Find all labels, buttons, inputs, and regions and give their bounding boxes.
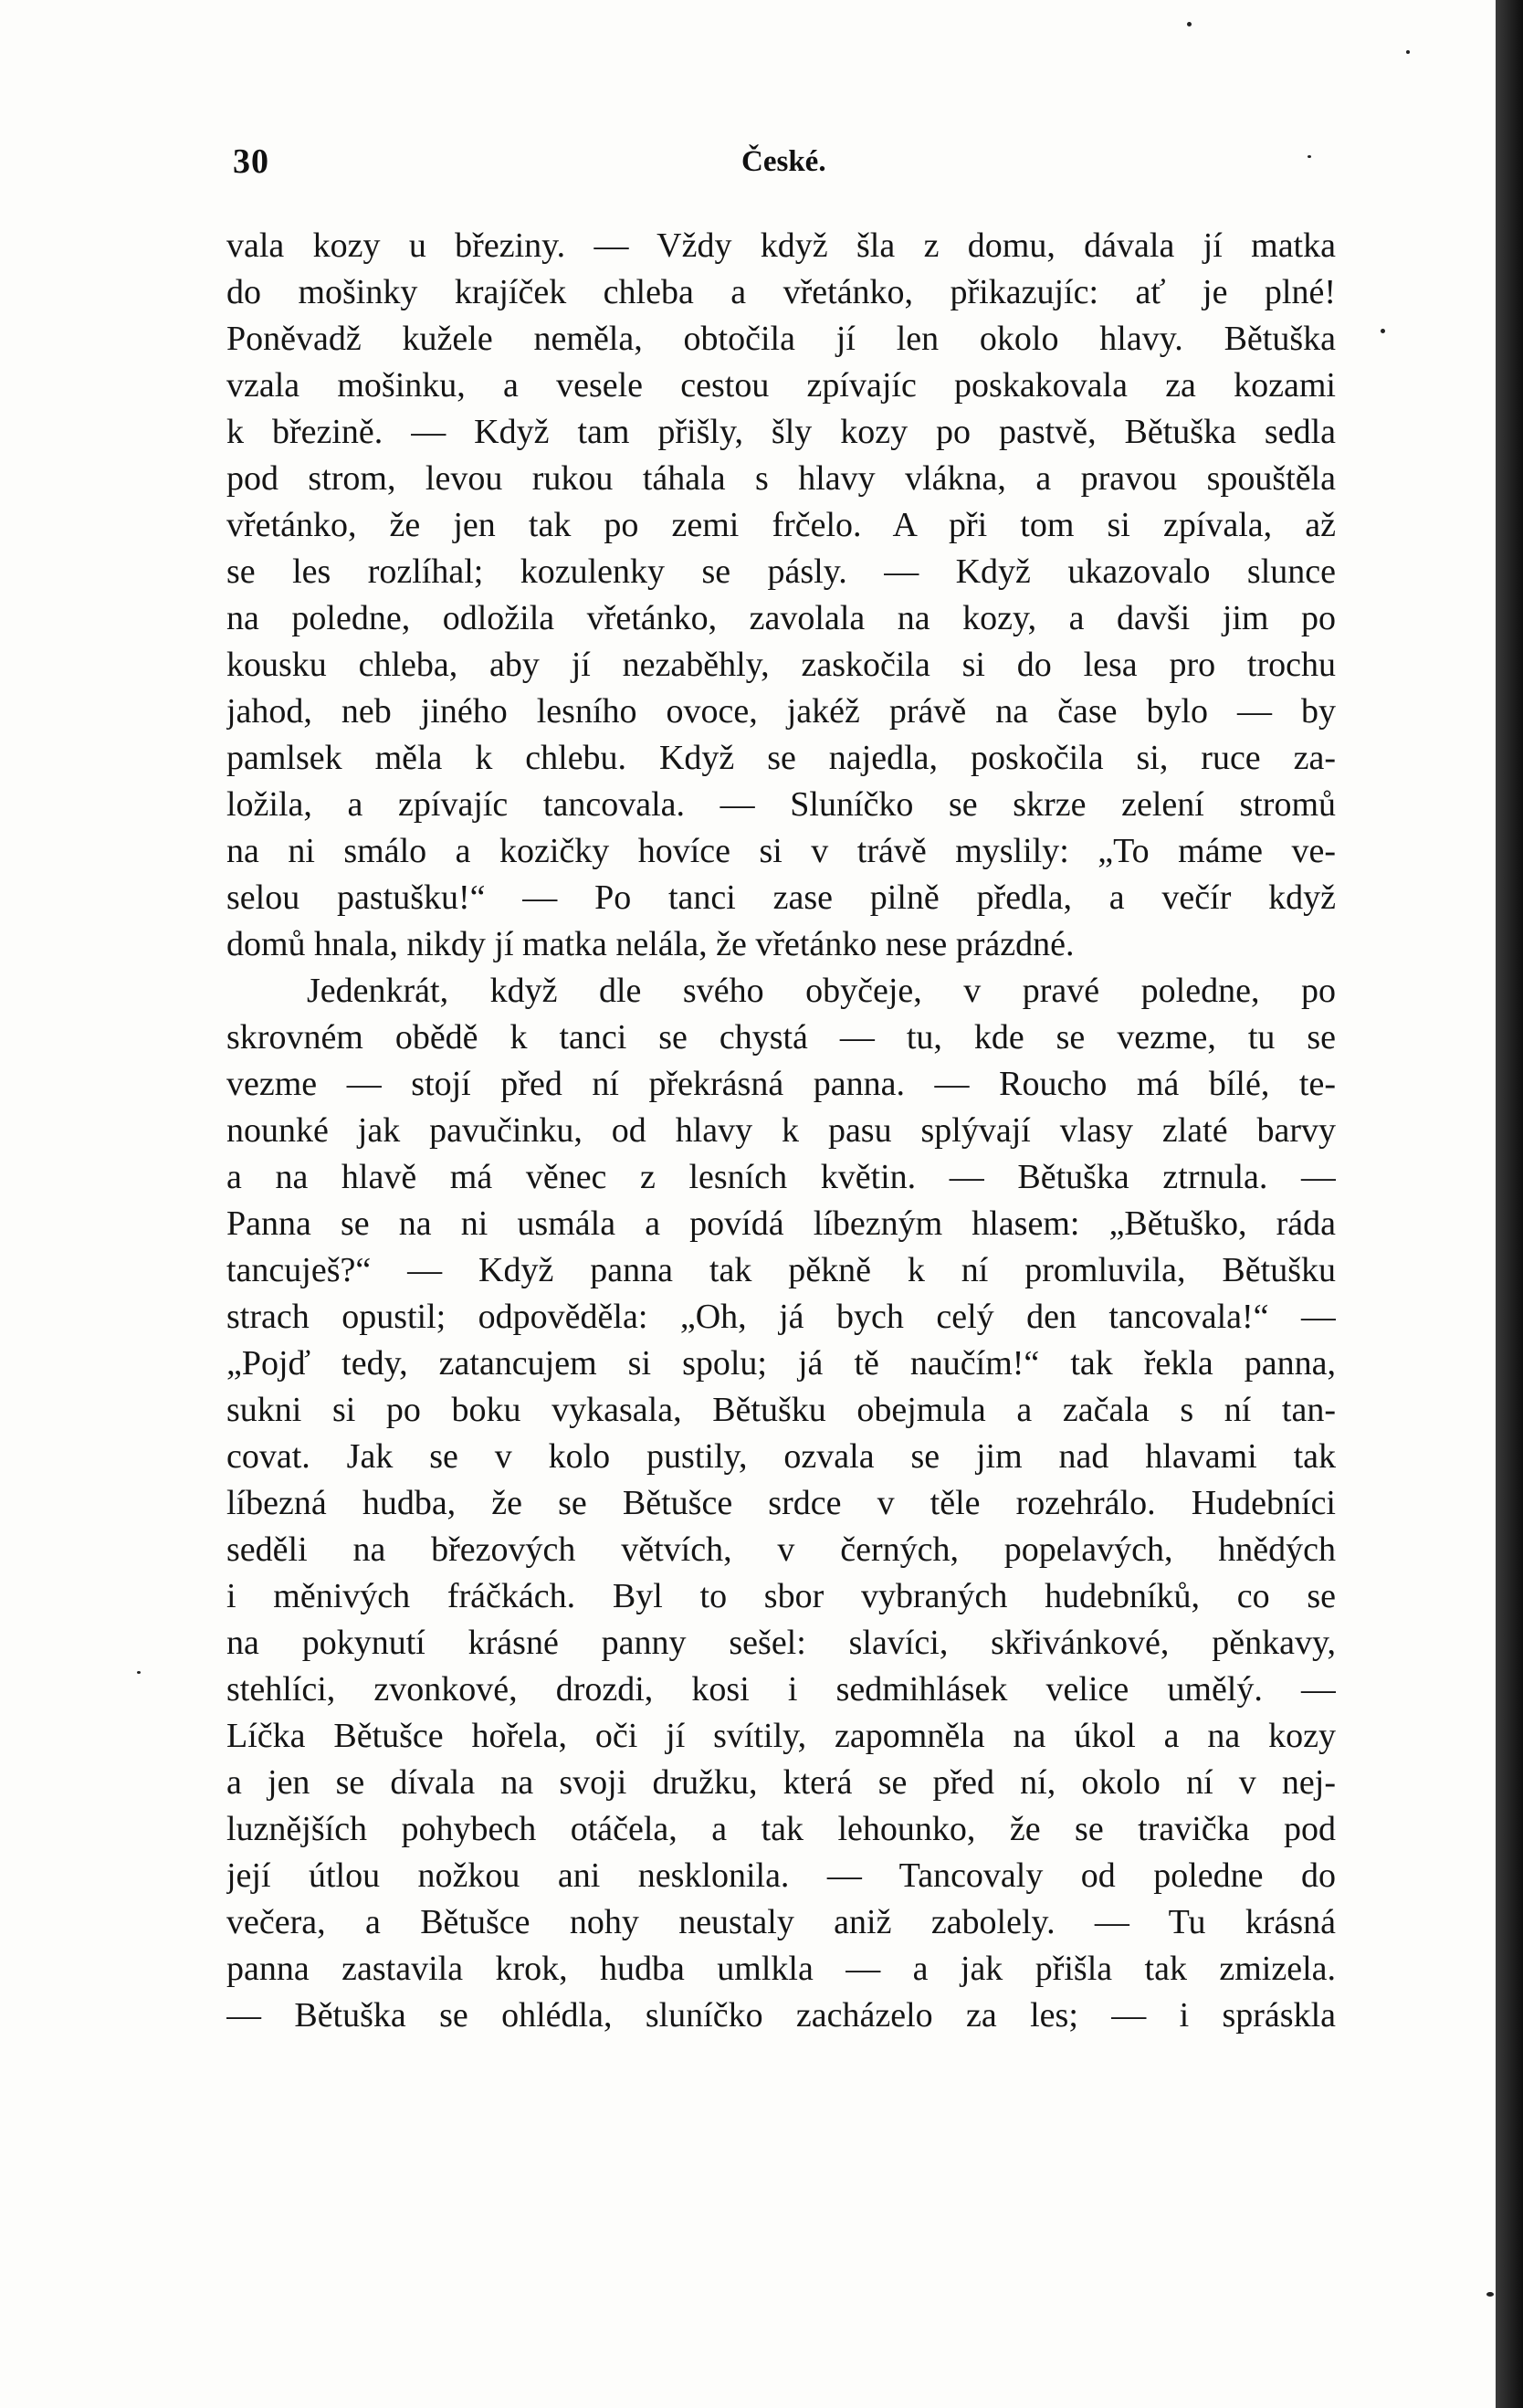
scan-speck [1406, 50, 1410, 54]
text-line: na poledne, odložila vřetánko, zavolala na kozy, a davši jim po [226, 599, 1336, 637]
text-line: strach opustil; odpověděla: „Oh, já bych celý den tancovala!“ — [226, 1298, 1336, 1336]
text-line: selou pastušku!“ — Po tanci zase pilně předla, a večír když [226, 878, 1336, 917]
scan-speck [1187, 22, 1192, 26]
text-line: a jen se dívala na svoji družku, která se před ní, okolo ní v nej- [226, 1763, 1336, 1802]
page-number: 30 [233, 142, 269, 181]
text-line: pod strom, levou rukou táhala s hlavy vlákna, a pravou spouštěla [226, 459, 1336, 498]
text-line: se les rozlíhal; kozulenky se pásly. — Když ukazovalo slunce [226, 552, 1336, 591]
text-line: panna zastavila krok, hudba umlkla — a jak přišla tak zmizela. [226, 1950, 1336, 1988]
text-line: luznějších pohybech otáčela, a tak lehounko, že se travička pod [226, 1810, 1336, 1848]
text-line: seděli na březových větvích, v černých, popelavých, hnědých [226, 1530, 1336, 1569]
body-text [226, 223, 1336, 2039]
text-line: líbezná hudba, že se Bětušce srdce v těle rozehrálo. Hudebníci [226, 1484, 1336, 1522]
text-line: sukni si po boku vykasala, Bětušku obejmula a začala s ní tan- [226, 1391, 1336, 1429]
text-line: Líčka Bětušce hořela, oči jí svítily, zapomněla na úkol a na kozy [226, 1717, 1336, 1755]
text-line: Jedenkrát, když dle svého obyčeje, v pravé poledne, po [307, 972, 1336, 1010]
text-line: skrovném obědě k tanci se chystá — tu, kde se vezme, tu se [226, 1018, 1336, 1057]
text-line: k březině. — Když tam přišly, šly kozy po pastvě, Bětuška sedla [226, 413, 1336, 451]
text-line: na pokynutí krásné panny sešel: slavíci, skřivánkové, pěnkavy, [226, 1624, 1336, 1662]
text-line: i měnivých fráčkách. Byl to sbor vybraných hudebníků, co se [226, 1577, 1336, 1615]
text-line: večera, a Bětušce nohy neustaly aniž zabolely. — Tu krásná [226, 1903, 1336, 1941]
scan-speck [1308, 155, 1311, 158]
text-line: na ni smálo a kozičky hovíce si v trávě myslily: „To máme ve- [226, 832, 1336, 870]
scan-page-edge [1496, 0, 1523, 2408]
scan-speck [1381, 329, 1385, 333]
text-line: jahod, neb jiného lesního ovoce, jakéž právě na čase bylo — by [226, 692, 1336, 731]
scan-speck [137, 1671, 141, 1674]
text-line: vezme — stojí před ní překrásná panna. — Roucho má bílé, te- [226, 1065, 1336, 1103]
text-line: pamlsek měla k chlebu. Když se najedla, poskočila si, ruce za- [226, 739, 1336, 777]
scan-speck [1486, 2292, 1494, 2297]
text-line: vzala mošinku, a vesele cestou zpívajíc poskakovala za kozami [226, 366, 1336, 405]
text-line: — Bětuška se ohlédla, sluníčko zacházelo za les; — i spráskla [226, 1996, 1336, 2035]
text-line: stehlíci, zvonkové, drozdi, kosi i sedmihlásek velice umělý. — [226, 1670, 1336, 1709]
text-line: vala kozy u březiny. — Vždy když šla z domu, dávala jí matka [226, 226, 1336, 265]
text-line: Poněvadž kužele neměla, obtočila jí len okolo hlavy. Bětuška [226, 320, 1336, 358]
text-line: tancuješ?“ — Když panna tak pěkně k ní promluvila, Bětušku [226, 1251, 1336, 1289]
text-line: a na hlavě má věnec z lesních květin. — Bětuška ztrnula. — [226, 1158, 1336, 1196]
text-line: ložila, a zpívajíc tancovala. — Sluníčko se skrze zelení stromů [226, 785, 1336, 824]
text-line: nounké jak pavučinku, od hlavy k pasu splývají vlasy zlaté barvy [226, 1111, 1336, 1150]
text-line: covat. Jak se v kolo pustily, ozvala se jim nad hlavami tak [226, 1437, 1336, 1476]
text-line: vřetánko, že jen tak po zemi frčelo. A při tom si zpívala, až [226, 506, 1336, 544]
text-line: domů hnala, nikdy jí matka nelála, že vřetánko nese prázdné. [226, 925, 1075, 963]
text-line: „Pojď tedy, zatancujem si spolu; já tě naučím!“ tak řekla panna, [226, 1344, 1336, 1383]
running-head: České. [741, 145, 826, 178]
text-line: kousku chleba, aby jí nezaběhly, zaskočila si do lesa pro trochu [226, 646, 1336, 684]
text-line: do mošinky krajíček chleba a vřetánko, přikazujíc: ať je plné! [226, 273, 1336, 311]
text-line: Panna se na ni usmála a povídá líbezným hlasem: „Bětuško, ráda [226, 1204, 1336, 1243]
text-line: její útlou nožkou ani nesklonila. — Tancovaly od poledne do [226, 1856, 1336, 1895]
page-header [0, 142, 1496, 187]
